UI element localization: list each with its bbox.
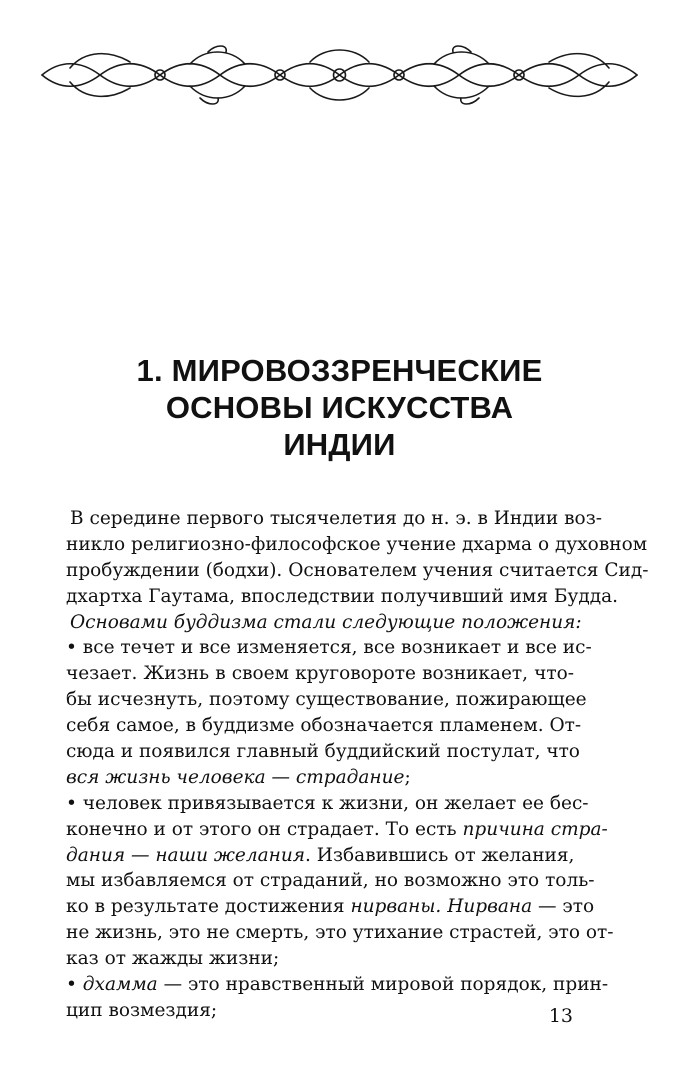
decorative-ornament-border bbox=[40, 40, 639, 110]
body-line: цип возмездия; bbox=[66, 999, 218, 1021]
chapter-title-line: 1. МИРОВОЗЗРЕНЧЕСКИЕ bbox=[136, 353, 543, 388]
body-line: бы исчезнуть, поэтому существование, пожирающее bbox=[66, 689, 587, 711]
body-line: • дхамма — это нравственный мировой порядок, прин- bbox=[66, 974, 609, 996]
body-line: каз от жажды жизни; bbox=[66, 948, 280, 970]
body-text bbox=[66, 506, 649, 1024]
page-number: 13 bbox=[548, 1005, 573, 1027]
body-line: ко в результате достижения нирваны. Нирвана — это bbox=[66, 896, 595, 918]
body-line: мы избавляемся от страданий, но возможно это толь- bbox=[66, 870, 595, 892]
body-line: Основами буддизма стали следующие положения: bbox=[70, 611, 582, 633]
body-line: • все течет и все изменяется, все возникает и все ис- bbox=[66, 637, 592, 659]
body-line: дания — наши желания. Избавившись от желания, bbox=[66, 844, 575, 866]
body-line: • человек привязывается к жизни, он желает ее бес- bbox=[66, 792, 589, 814]
chapter-title-line: ОСНОВЫ ИСКУССТВА bbox=[165, 390, 514, 425]
body-line: никло религиозно-философское учение дхарма о духовном bbox=[66, 533, 648, 555]
body-line: конечно и от этого он страдает. То есть причина стра- bbox=[66, 818, 608, 840]
chapter-title bbox=[60, 352, 619, 463]
chapter-title-line: ИНДИИ bbox=[283, 427, 396, 462]
body-line: В середине первого тысячелетия до н. э. в Индии воз- bbox=[70, 508, 603, 529]
body-line: дхартха Гаутама, впоследствии получивший имя Будда. bbox=[66, 585, 619, 607]
body-line: себя самое, в буддизме обозначается пламенем. От- bbox=[66, 715, 582, 737]
body-line: вся жизнь человека — страдание; bbox=[66, 766, 411, 788]
body-line: не жизнь, это не смерть, это утихание страстей, это от- bbox=[66, 922, 614, 944]
body-line: чезает. Жизнь в своем круговороте возникает, что- bbox=[66, 663, 574, 685]
body-line: сюда и появился главный буддийский постулат, что bbox=[66, 741, 580, 763]
body-line: пробуждении (бодхи). Основателем учения считается Сид- bbox=[66, 559, 649, 581]
